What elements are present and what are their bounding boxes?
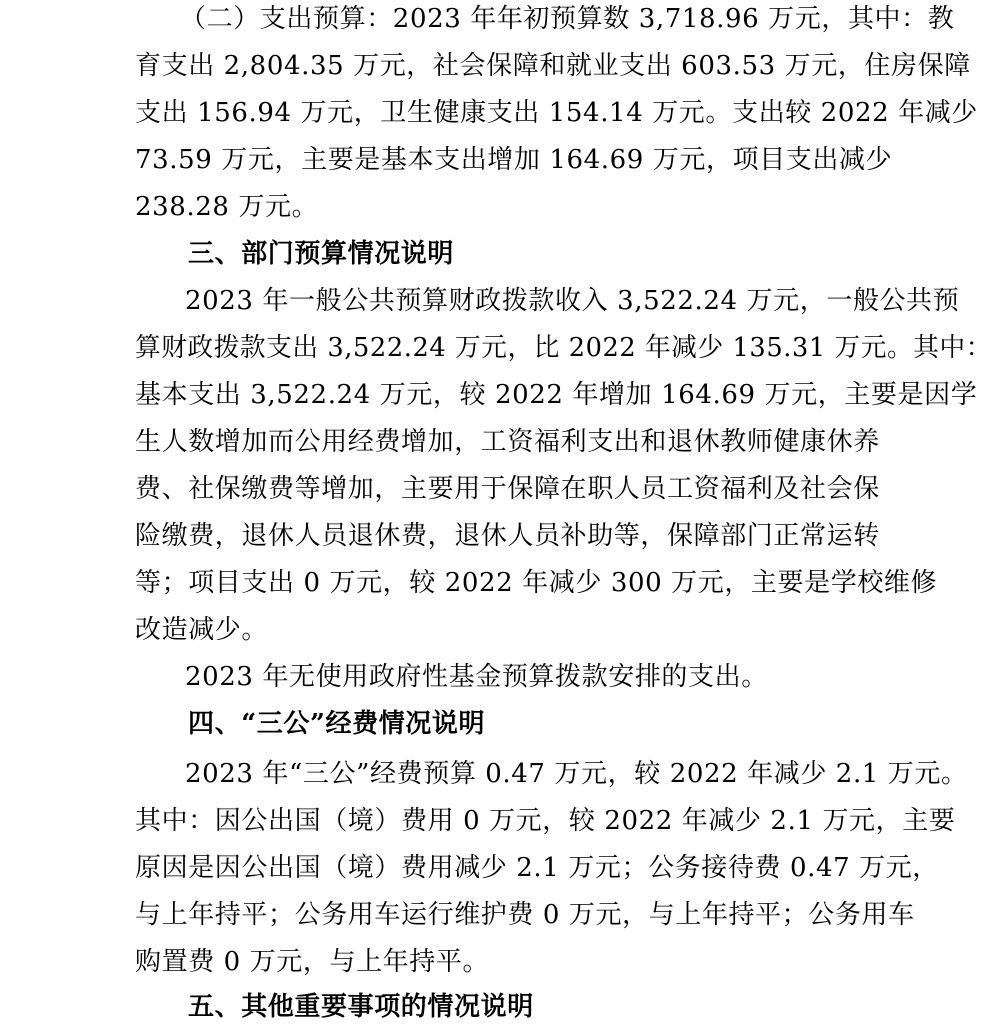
expense-budget-line-4: 73.59 万元，主要是基本支出增加 164.69 万元，项目支出减少	[135, 145, 893, 175]
section-three-line-2: 算财政拨款支出 3,522.24 万元，比 2022 年减少 135.31 万元。其中：	[135, 333, 992, 363]
section-three-line-8: 改造减少。	[135, 615, 269, 645]
section-three-line-3: 基本支出 3,522.24 万元，较 2022 年增加 164.69 万元，主要是因学	[135, 380, 978, 410]
section-three-line-7: 等；项目支出 0 万元，较 2022 年减少 300 万元，主要是学校维修	[135, 568, 938, 598]
section-three-line-5: 费、社保缴费等增加，主要用于保障在职人员工资福利及社会保	[135, 474, 880, 504]
section-three-heading: 三、部门预算情况说明	[188, 239, 455, 269]
section-three-line-1: 2023 年一般公共预算财政拨款收入 3,522.24 万元，一般公共预	[185, 286, 960, 316]
expense-budget-line-5: 238.28 万元。	[135, 192, 319, 222]
expense-budget-line-2: 育支出 2,804.35 万元，社会保障和就业支出 603.53 万元，住房保障	[135, 51, 971, 81]
section-three-line-6: 险缴费，退休人员退休费，退休人员补助等，保障部门正常运转	[135, 521, 880, 551]
section-four-line-3: 原因是因公出国（境）费用减少 2.1 万元；公务接待费 0.47 万元，	[135, 853, 939, 883]
section-three-line-9: 2023 年无使用政府性基金预算拨款安排的支出。	[185, 662, 768, 692]
section-five-heading: 五、其他重要事项的情况说明	[188, 992, 534, 1022]
section-four-line-2: 其中：因公出国（境）费用 0 万元，较 2022 年减少 2.1 万元，主要	[135, 806, 956, 836]
section-three-line-4: 生人数增加而公用经费增加，工资福利支出和退休教师健康休养	[135, 427, 880, 457]
section-four-line-4: 与上年持平；公务用车运行维护费 0 万元，与上年持平；公务用车	[135, 900, 915, 930]
expense-budget-line-1: （二）支出预算：2023 年年初预算数 3,718.96 万元，其中：教	[180, 4, 955, 34]
section-four-line-5: 购置费 0 万元，与上年持平。	[135, 947, 490, 977]
expense-budget-line-3: 支出 156.94 万元，卫生健康支出 154.14 万元。支出较 2022 年减少	[135, 98, 978, 128]
section-four-heading: 四、“三公”经费情况说明	[188, 709, 486, 739]
section-four-line-1: 2023 年“三公”经费预算 0.47 万元，较 2022 年减少 2.1 万元。	[185, 759, 968, 789]
